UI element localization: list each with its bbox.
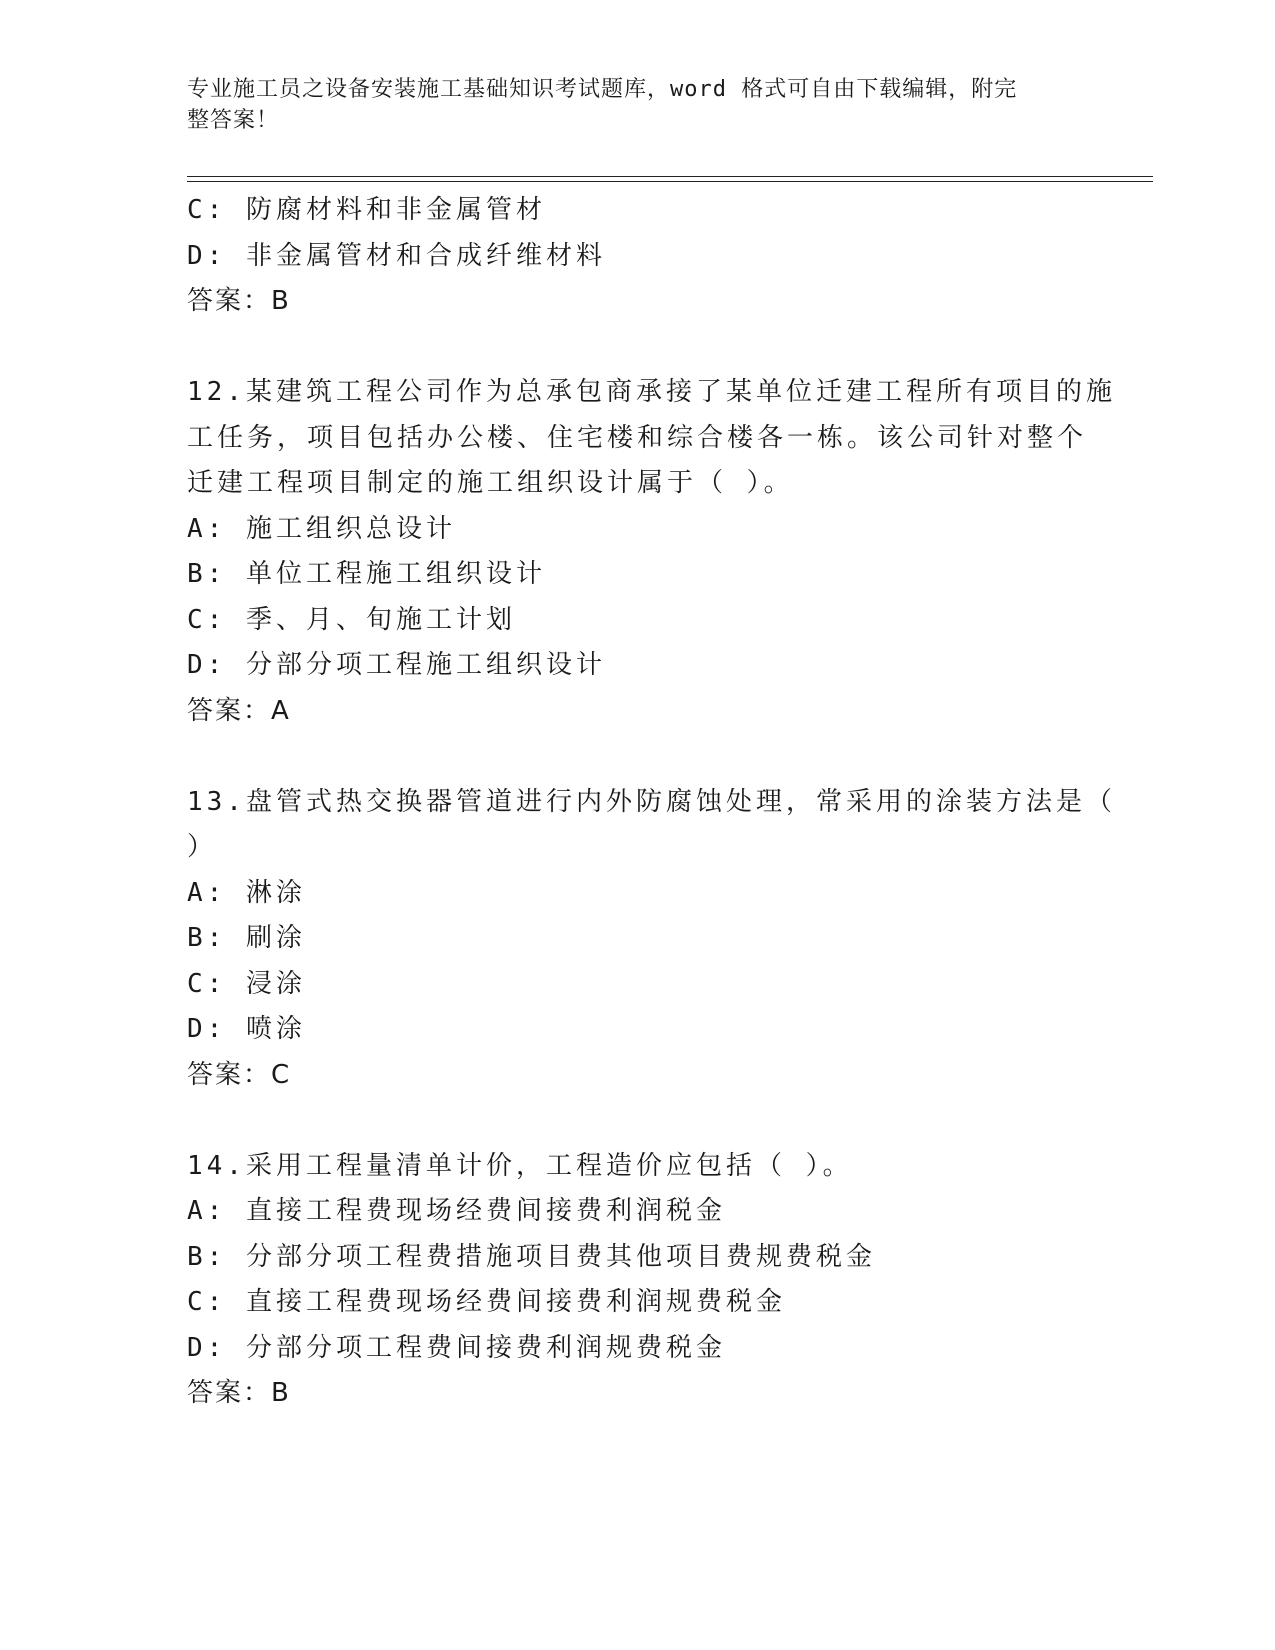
option-d xyxy=(187,1326,1147,1372)
option-b xyxy=(187,1235,1147,1281)
question-stem-line: 迁建工程项目制定的施工组织设计属于（ ）。 xyxy=(187,468,794,498)
option-letter: D: xyxy=(187,240,227,271)
option-text: 分部分项工程施工组织设计 xyxy=(245,650,606,680)
spacer xyxy=(187,734,1147,780)
option-c xyxy=(187,962,1147,1008)
option-text: 防腐材料和非金属管材 xyxy=(245,195,546,225)
question-12 xyxy=(187,370,1147,734)
header-divider-top xyxy=(187,176,1153,177)
option-letter: B: xyxy=(187,1241,227,1272)
header-divider-bottom xyxy=(187,181,1153,182)
question-stem-line: 12.某建筑工程公司作为总承包商承接了某单位迁建工程所有项目的施 xyxy=(187,377,1116,407)
option-text: 非金属管材和合成纤维材料 xyxy=(245,240,606,271)
option-text: 刷涂 xyxy=(245,923,306,953)
answer-line: 答案：B xyxy=(187,286,291,316)
option-text: 直接工程费现场经费间接费利润税金 xyxy=(245,1196,726,1226)
option-letter: C: xyxy=(187,195,227,225)
spacer xyxy=(187,1098,1147,1144)
option-letter: A: xyxy=(187,877,227,908)
option-text: 施工组织总设计 xyxy=(245,513,456,544)
spacer xyxy=(187,325,1147,371)
question-13 xyxy=(187,780,1147,1099)
option-letter: C: xyxy=(187,968,227,999)
answer-line: 答案：A xyxy=(187,695,291,726)
question-list xyxy=(187,188,1147,1417)
option-d xyxy=(187,643,1147,689)
question-stem-line: 13.盘管式热交换器管道进行内外防腐蚀处理，常采用的涂装方法是（ xyxy=(187,786,1116,817)
option-a xyxy=(187,871,1147,917)
prev-question xyxy=(187,188,1147,325)
answer-line: 答案：B xyxy=(187,1378,291,1408)
option-a xyxy=(187,1189,1147,1235)
option-c xyxy=(187,1280,1147,1326)
option-letter: C: xyxy=(187,1287,227,1317)
option-text: 分部分项工程费措施项目费其他项目费规费税金 xyxy=(245,1241,876,1272)
header-line-1: 专业施工员之设备安装施工基础知识考试题库，word 格式可自由下载编辑，附完 xyxy=(187,77,1018,102)
option-c xyxy=(187,598,1147,644)
question-stem-line: ） xyxy=(187,832,218,862)
option-text: 分部分项工程费间接费利润规费税金 xyxy=(245,1332,726,1363)
option-c xyxy=(187,188,1147,234)
option-text: 直接工程费现场经费间接费利润规费税金 xyxy=(245,1287,786,1317)
option-letter: B: xyxy=(187,559,227,589)
option-text: 单位工程施工组织设计 xyxy=(245,559,546,589)
option-letter: D: xyxy=(187,650,227,680)
answer-line: 答案：C xyxy=(187,1059,292,1090)
page-header xyxy=(187,74,1067,136)
option-letter: A: xyxy=(187,513,227,544)
option-d xyxy=(187,1007,1147,1053)
option-letter: D: xyxy=(187,1332,227,1363)
header-line-2: 整答案！ xyxy=(187,108,280,133)
question-stem-line: 14.采用工程量清单计价，工程造价应包括（ ）。 xyxy=(187,1150,853,1181)
question-14 xyxy=(187,1144,1147,1417)
option-letter: A: xyxy=(187,1196,227,1226)
option-text: 浸涂 xyxy=(245,968,306,999)
option-b xyxy=(187,552,1147,598)
option-letter: C: xyxy=(187,604,227,635)
question-stem-line: 工任务，项目包括办公楼、住宅楼和综合楼各一栋。该公司针对整个 xyxy=(187,422,1088,453)
option-letter: B: xyxy=(187,923,227,953)
option-text: 喷涂 xyxy=(245,1014,306,1044)
option-letter: D: xyxy=(187,1014,227,1044)
option-d xyxy=(187,234,1147,280)
option-text: 季、月、旬施工计划 xyxy=(245,604,516,635)
option-b xyxy=(187,916,1147,962)
option-a xyxy=(187,507,1147,553)
option-text: 淋涂 xyxy=(245,877,306,908)
